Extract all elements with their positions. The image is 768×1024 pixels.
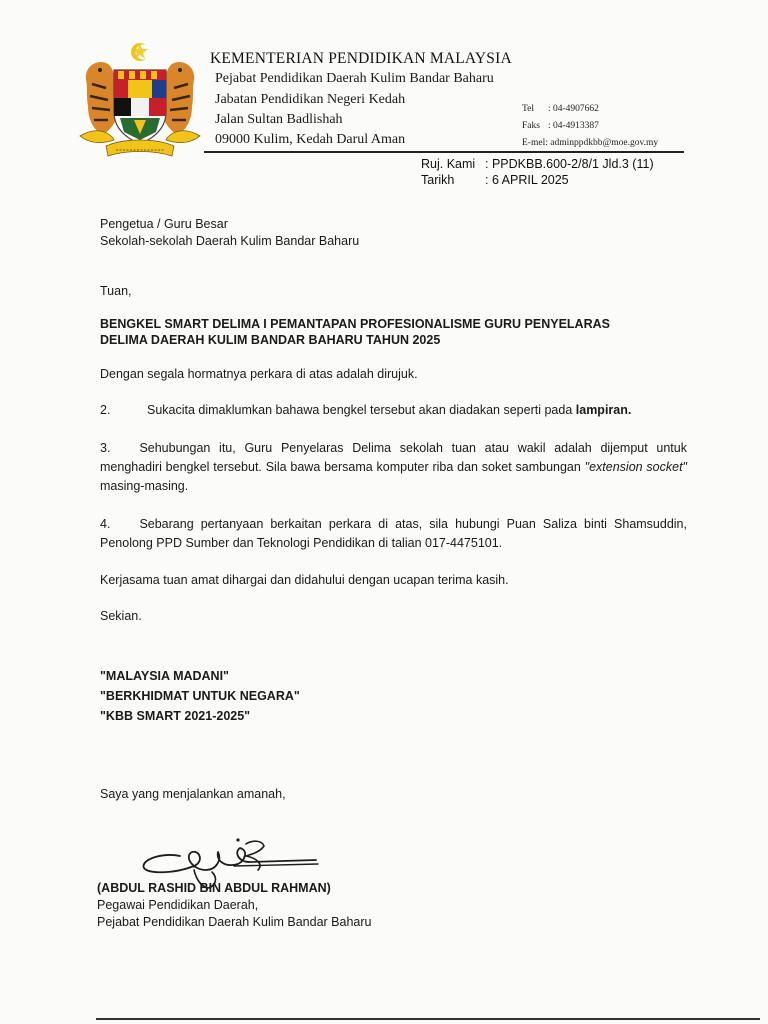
paragraph-4-number: 4. bbox=[100, 517, 111, 531]
slogan-1: "MALAYSIA MADANI" bbox=[100, 669, 229, 683]
recipient-title: Pengetua / Guru Besar bbox=[100, 217, 228, 231]
subject-line-2: DELIMA DAERAH KULIM BANDAR BAHARU TAHUN 2025 bbox=[100, 333, 441, 347]
closing-sentence: Kerjasama tuan amat dihargai dan didahului dengan ucapan terima kasih. bbox=[100, 573, 509, 587]
signatory-title: Pegawai Pendidikan Daerah, bbox=[97, 898, 259, 912]
amanah-line: Saya yang menjalankan amanah, bbox=[100, 787, 286, 801]
address-line-1: Pejabat Pendidikan Daerah Kulim Bandar Baharu bbox=[215, 71, 494, 86]
reference-number: Ruj. Kami : PPDKBB.600-2/8/1 Jld.3 (11) bbox=[421, 157, 654, 171]
sekian: Sekian. bbox=[100, 609, 142, 623]
footer-divider bbox=[96, 1018, 760, 1020]
signatory-office: Pejabat Pendidikan Daerah Kulim Bandar Baharu bbox=[97, 915, 372, 929]
address-line-2: Jabatan Pendidikan Negeri Kedah bbox=[215, 92, 406, 107]
paragraph-3: 3. Sehubungan itu, Guru Penyelaras Delima sekolah tuan atau wakil adalah dijemput untuk menghadiri bengkel tersebut. Sila bawa bersama komputer riba dan soket sambungan "extension socket" masing-masing. bbox=[100, 441, 687, 493]
fax: Faks : 04-4913387 bbox=[522, 121, 599, 131]
slogan-3: "KBB SMART 2021-2025" bbox=[100, 709, 251, 723]
salutation: Tuan, bbox=[100, 284, 132, 298]
email: E-mel: adminppdkbb@moe.gov.my bbox=[522, 138, 659, 148]
address-line-3: Jalan Sultan Badlishah bbox=[215, 112, 343, 127]
address-line-4: 09000 Kulim, Kedah Darul Aman bbox=[215, 132, 406, 147]
signatory-name: (ABDUL RASHID BIN ABDUL RAHMAN) bbox=[97, 881, 331, 895]
recipient-school: Sekolah-sekolah Daerah Kulim Bandar Baharu bbox=[100, 234, 360, 248]
letter-date: Tarikh : 6 APRIL 2025 bbox=[421, 173, 569, 187]
paragraph-4: 4. Sebarang pertanyaan berkaitan perkara di atas, sila hubungi Puan Saliza binti Shamsuddin, Penolong PPD Sumber dan Teknologi Pendidikan di talian 017-4475101. bbox=[100, 517, 687, 550]
ministry-name: KEMENTERIAN PENDIDIKAN MALAYSIA bbox=[210, 50, 512, 67]
paragraph-2-number: 2. bbox=[100, 403, 111, 417]
subject-line-1: BENGKEL SMART DELIMA I PEMANTAPAN PROFESIONALISME GURU PENYELARAS bbox=[100, 317, 610, 331]
paragraph-3-number: 3. bbox=[100, 441, 111, 455]
letterhead-divider bbox=[204, 151, 684, 153]
coat-of-arms-icon bbox=[76, 40, 204, 158]
telephone: Tel : 04-4907662 bbox=[522, 104, 599, 114]
paragraph-2: Sukacita dimaklumkan bahawa bengkel tersebut akan diadakan seperti pada lampiran. bbox=[147, 403, 632, 417]
slogan-2: "BERKHIDMAT UNTUK NEGARA" bbox=[100, 689, 300, 703]
opening-sentence: Dengan segala hormatnya perkara di atas adalah dirujuk. bbox=[100, 367, 418, 381]
